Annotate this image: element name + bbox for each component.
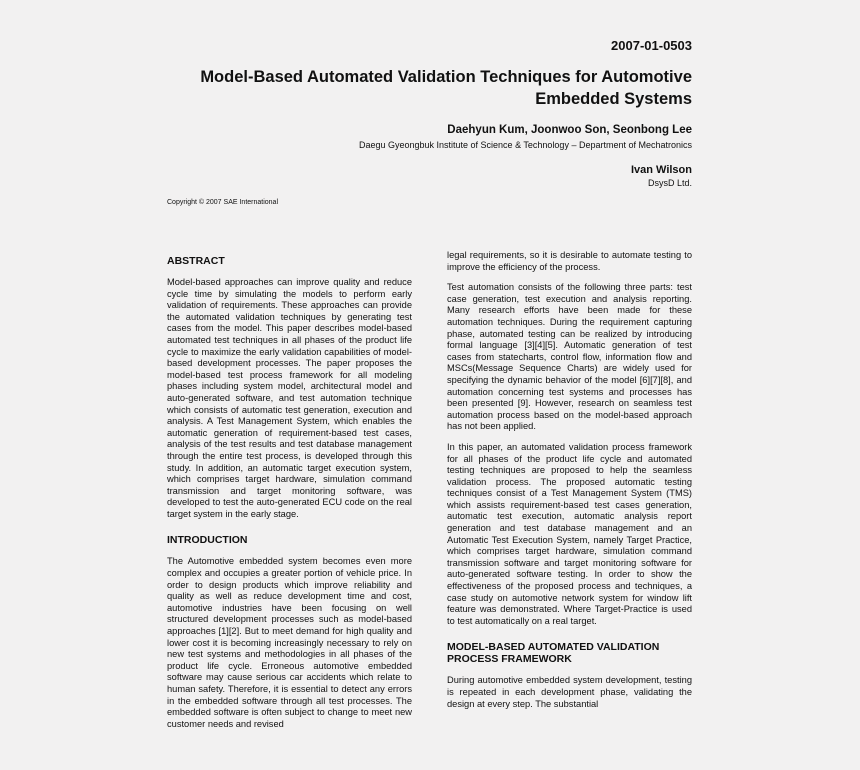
author-secondary: Ivan Wilson xyxy=(630,164,692,176)
authors: Daehyun Kum, Joonwoo Son, Seonbong Lee xyxy=(447,124,692,136)
paragraph-4: During automotive embedded system development, testing is repeated in each development phase, validating the design at every step. The substantial xyxy=(447,675,692,709)
introduction-heading: INTRODUCTION xyxy=(167,534,248,547)
right-column xyxy=(447,250,692,719)
paragraph-2: Test automation consists of the following three parts: test case generation, test execution and analysis reporting. Many research efforts have been made for these automation techniques. During the requirement capturing phase, automated testing can be realized by introducing formal language [3][4][5]. Automatic generation of test cases from statecharts, control flow, information flow and MSCs(Message Sequence Charts) are widely used for specifying the dynamic behavior of the model [6][7][8], and automation concerning test systems and processes has been presented [9]. However, research on seamless test automation process based on the model-based approach has not been applied. xyxy=(447,282,692,432)
paper-number: 2007-01-0503 xyxy=(611,38,692,53)
introduction-text: The Automotive embedded system becomes even more complex and occupies a greater portion of vehicle price. In order to design products which improve reliability and quality as well as reduce development time and cost, automotive industries have been focusing on well structured development processes such as model-based approaches [1][2]. But to meet demand for high quality and lower cost it is becoming increasingly necessary to rely on new test systems and methodologies in all phases of the product life cycle. Erroneous automotive embedded software may cause serious car accidents which relate to human safety. Therefore, it is essential to detect any errors in the embedded software through all test processes. The embedded software is often subject to change to meet new customer needs and revised xyxy=(167,556,412,729)
affiliation-secondary: DsysD Ltd. xyxy=(647,178,692,188)
paragraph-1: legal requirements, so it is desirable to automate testing to improve the efficiency of the process. xyxy=(447,250,692,272)
paragraph-3: In this paper, an automated validation process framework for all phases of the product life cycle and automated testing techniques are proposed to help the seamless validation process. The proposed automatic testing techniques consist of a Test Management System (TMS) which assists requirement-based test cases generation, automatic test execution, automatic analysis report generation and test database management and an Automatic Test Execution System, namely Target Practice, which comprises target hardware, simulation command transmission software and target monitoring software for auto-generated software testing. In order to show the effectiveness of the proposed process and techniques, a case study on automotive network system for window lift feature was demonstrated. Where Target-Practice is used to test automatically on a real target. xyxy=(447,441,692,626)
left-column xyxy=(167,250,412,739)
abstract-heading: ABSTRACT xyxy=(167,255,225,267)
abstract-text: Model-based approaches can improve quality and reduce cycle time by simulating the models to perform early validation of requirements. These approaches can provide the automated validation techniques by generating test cases from the model. This paper describes model-based automated test techniques in all phases of the product life cycle to maximize the early validation capabilities of model-based development processes. The paper proposes the model-based test process framework for all modeling phases including system model, architectural model and auto-generated software, and test automation technique which consists of automatic test generation, execution and analysis. A Test Management System, which enables the automatic generation of requirement-based test cases, analysis of the test results and test database management through the entire test process, is developed through this study. In addition, an automatic target execution system, which comprises target hardware, simulation command transmission and target monitoring software, was developed to test the auto-generated ECU code on the real target system in the early stage. xyxy=(167,277,412,519)
copyright: Copyright © 2007 SAE International xyxy=(167,199,279,206)
affiliation: Daegu Gyeongbuk Institute of Science & Technology – Department of Mechatronics xyxy=(358,140,692,150)
paper-title: Model-Based Automated Validation Techniques for Automotive Embedded Systems xyxy=(200,68,692,108)
section-heading: MODEL-BASED AUTOMATED VALIDATION PROCESS FRAMEWORK xyxy=(447,641,660,666)
